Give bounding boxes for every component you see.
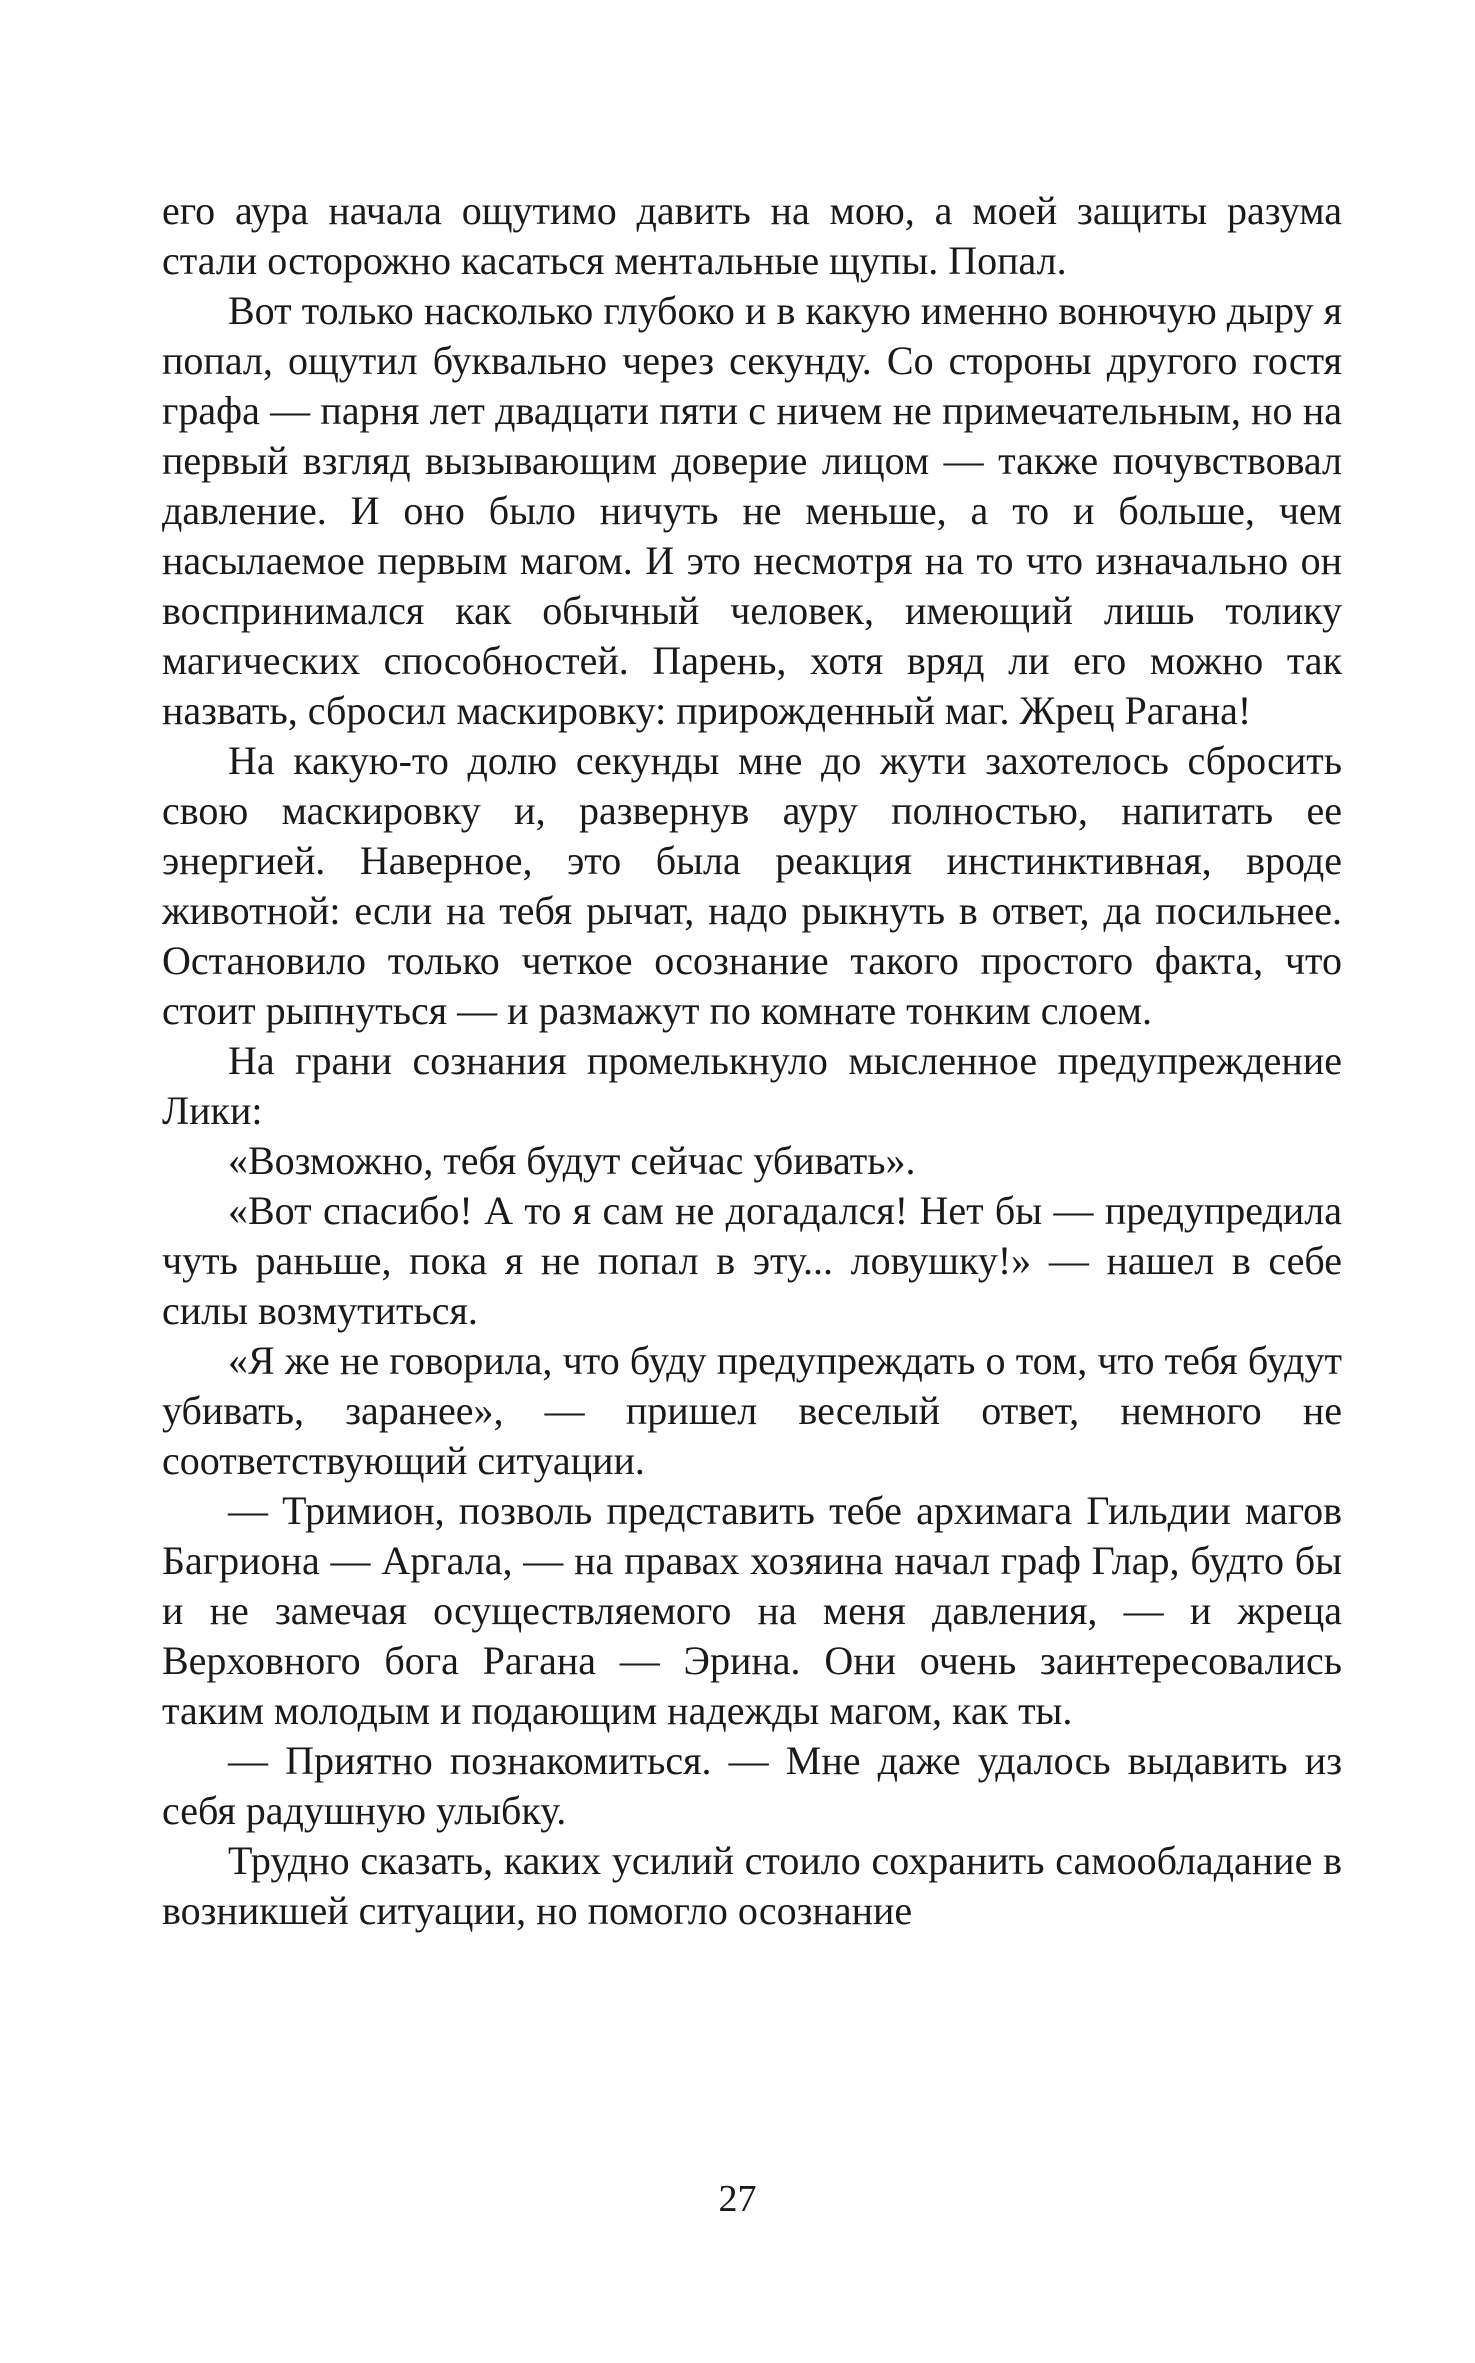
- paragraph-8: — Тримион, позволь представить тебе архимага Гильдии магов Багриона — Аргала, — на правах хозяина начал граф Глар, будто бы и не замечая осуществляемого на меня давления, — и жреца Верховного бога Рагана — Эрина. Они очень заинтересовались таким молодым и подающим надежды магом, как ты.: [162, 1488, 1342, 1733]
- paragraph-9: — Приятно познакомиться. — Мне даже удалось выдавить из себя радушную улыбку.: [162, 1738, 1342, 1833]
- page-body: [162, 186, 1342, 1936]
- paragraph-10: Трудно сказать, каких усилий стоило сохранить самообладание в возникшей ситуации, но помогло осознание: [162, 1838, 1342, 1933]
- paragraph-3: На какую-то долю секунды мне до жути захотелось сбросить свою маскировку и, развернув ауру полностью, напитать ее энергией. Наверное, это была реакция инстинктивная, вроде животной: если на тебя рычат, надо рыкнуть в ответ, да посильнее. Остановило только четкое осознание такого простого факта, что стоит рыпнуться — и размажут по комнате тонким слоем.: [162, 738, 1342, 1033]
- page-number: 27: [718, 2178, 757, 2220]
- paragraph-5: «Возможно, тебя будут сейчас убивать».: [228, 1138, 916, 1183]
- paragraph-7: «Я же не говорила, что буду предупреждать о том, что тебя будут убивать, заранее», — пришел веселый ответ, немного не соответствующий ситуации.: [162, 1338, 1342, 1483]
- paragraph-1: его аура начала ощутимо давить на мою, а моей защиты разума стали осторожно касаться ментальные щупы. Попал.: [162, 188, 1342, 283]
- paragraph-2: Вот только насколько глубоко и в какую именно вонючую дыру я попал, ощутил буквально через секунду. Со стороны другого гостя графа — парня лет двадцати пяти с ничем не примечательным, но на первый взгляд вызывающим доверие лицом — также почувствовал давление. И оно было ничуть не меньше, а то и больше, чем насылаемое первым магом. И это несмотря на то что изначально он воспринимался как обычный человек, имеющий лишь толику магических способностей. Парень, хотя вряд ли его можно так назвать, сбросил маскировку: прирожденный маг. Жрец Рагана!: [162, 288, 1342, 733]
- paragraph-4: На грани сознания промелькнуло мысленное предупреждение Лики:: [162, 1038, 1342, 1133]
- paragraph-6: «Вот спасибо! А то я сам не догадался! Нет бы — предупредила чуть раньше, пока я не попал в эту... ловушку!» — нашел в себе силы возмутиться.: [162, 1188, 1342, 1333]
